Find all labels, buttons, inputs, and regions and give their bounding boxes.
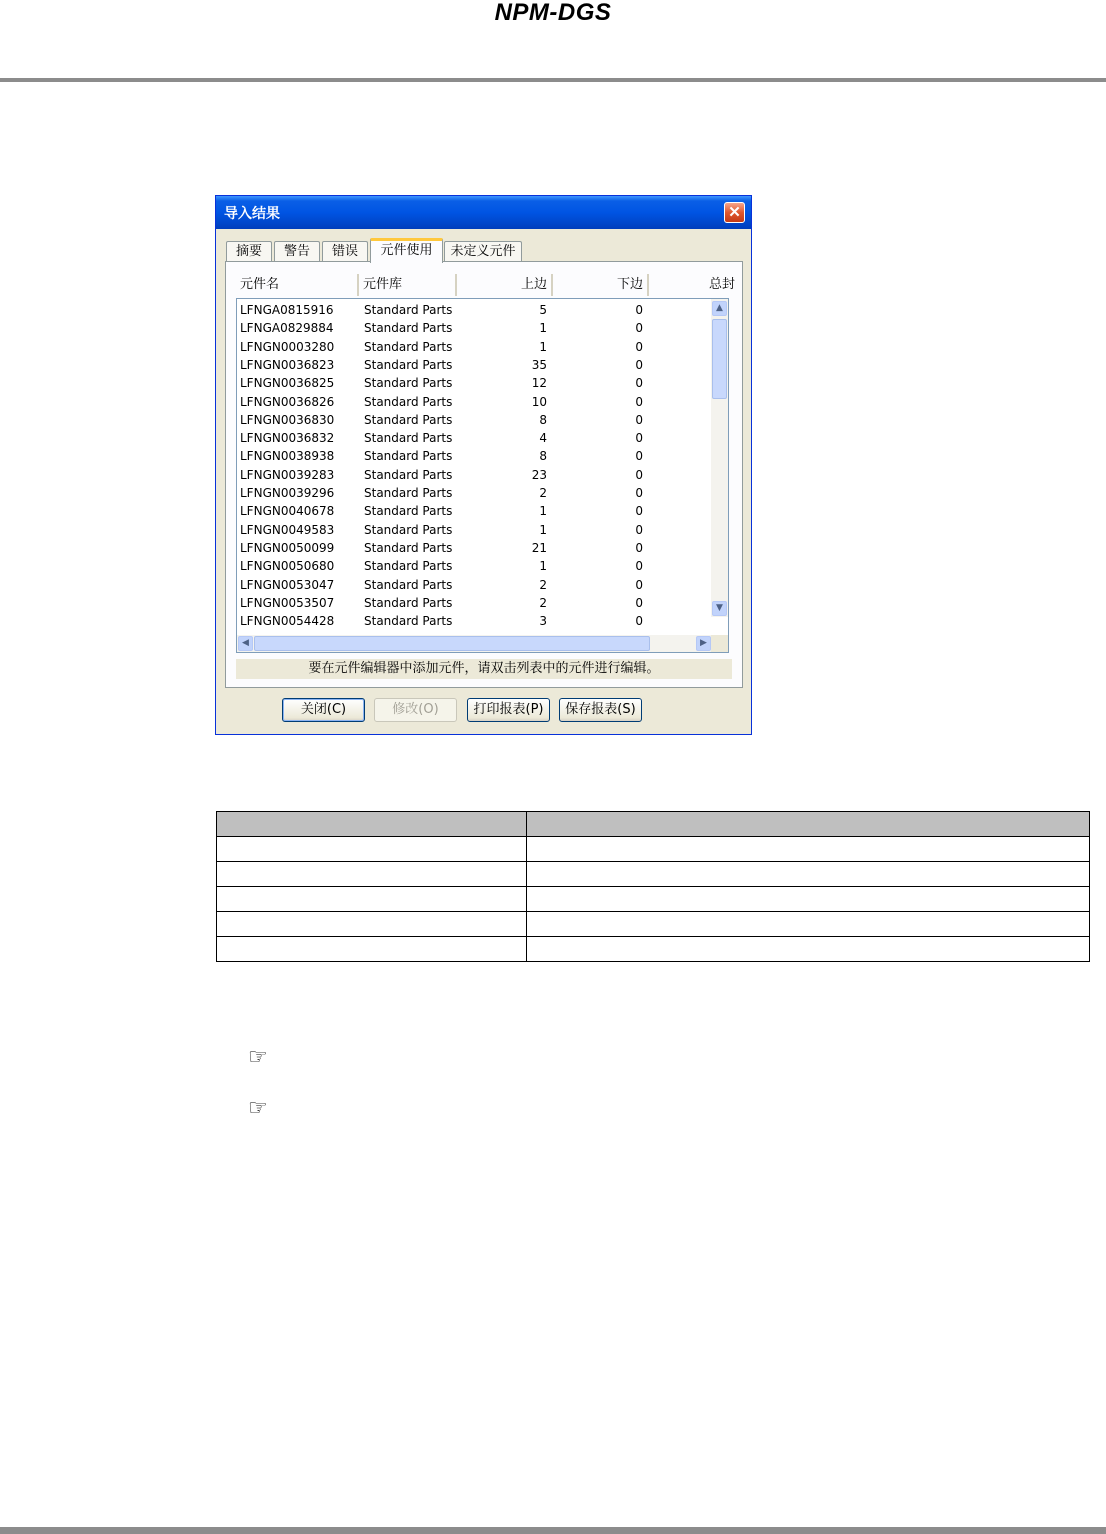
bottom-count-cell: 0: [635, 559, 643, 574]
library-cell: Standard Parts: [364, 467, 453, 482]
top-count-cell: 1: [539, 559, 547, 574]
table-header-row: [217, 812, 1090, 837]
scroll-up-icon[interactable]: ▲: [712, 301, 727, 316]
table-cell: [527, 837, 1090, 862]
bottom-count-cell: 0: [635, 339, 643, 354]
part-name-cell: LFNGN0036826: [240, 394, 335, 409]
part-name-cell: LFNGN0049583: [240, 522, 335, 537]
list-item[interactable]: [237, 557, 707, 575]
list-item[interactable]: [237, 429, 707, 447]
vertical-scroll-thumb[interactable]: [712, 319, 727, 399]
library-cell: Standard Parts: [364, 522, 453, 537]
bottom-count-cell: 0: [635, 504, 643, 519]
table-cell: [217, 912, 527, 937]
table-row: [217, 862, 1090, 887]
bottom-count-cell: 0: [635, 522, 643, 537]
bottom-count-cell: 0: [635, 449, 643, 464]
library-cell: Standard Parts: [364, 394, 453, 409]
part-name-cell: LFNGN0036825: [240, 376, 335, 391]
top-count-cell: 1: [539, 321, 547, 336]
horizontal-scrollbar[interactable]: [237, 635, 713, 652]
library-cell: Standard Parts: [364, 577, 453, 592]
column-header-library[interactable]: 元件库: [359, 274, 457, 296]
part-name-cell: LFNGN0039283: [240, 467, 335, 482]
table-row: [217, 937, 1090, 962]
list-item[interactable]: [237, 393, 707, 411]
list-item[interactable]: [237, 502, 707, 520]
bottom-count-cell: 0: [635, 431, 643, 446]
part-name-cell: LFNGA0829884: [240, 321, 334, 336]
top-count-cell: 35: [531, 357, 547, 372]
list-header: [236, 274, 735, 296]
library-cell: Standard Parts: [364, 540, 453, 555]
scroll-corner: [711, 635, 728, 652]
close-icon[interactable]: ✕: [724, 202, 745, 223]
scroll-left-icon[interactable]: ◀: [238, 636, 253, 651]
part-name-cell: LFNGN0036823: [240, 357, 335, 372]
library-cell: Standard Parts: [364, 614, 453, 629]
top-count-cell: 1: [539, 504, 547, 519]
list-item[interactable]: [237, 594, 707, 612]
top-count-cell: 1: [539, 339, 547, 354]
top-count-cell: 12: [531, 376, 547, 391]
top-count-cell: 8: [539, 412, 547, 427]
library-cell: Standard Parts: [364, 412, 453, 427]
top-count-cell: 21: [531, 540, 547, 555]
list-item[interactable]: [237, 521, 707, 539]
table-header-cell: [217, 812, 527, 837]
footer-divider: [0, 1527, 1106, 1534]
bottom-count-cell: 0: [635, 577, 643, 592]
list-item[interactable]: [237, 356, 707, 374]
table-cell: [527, 912, 1090, 937]
bottom-count-cell: 0: [635, 376, 643, 391]
close-button[interactable]: 关闭(C): [282, 698, 365, 722]
part-name-cell: LFNGN0053507: [240, 595, 335, 610]
dialog-title: 导入结果: [224, 206, 280, 222]
library-cell: Standard Parts: [364, 357, 453, 372]
table-cell: [217, 862, 527, 887]
tab-summary[interactable]: 摘要: [226, 241, 272, 262]
bottom-count-cell: 0: [635, 486, 643, 500]
table-row: [217, 837, 1090, 862]
bottom-count-cell: 0: [635, 394, 643, 409]
vertical-scrollbar[interactable]: [711, 299, 728, 617]
list-item[interactable]: [237, 484, 707, 502]
pointing-hand-icon: ☞: [248, 1096, 268, 1121]
top-count-cell: 2: [539, 595, 547, 610]
library-cell: Standard Parts: [364, 431, 453, 446]
bottom-count-cell: 0: [635, 303, 643, 317]
top-count-cell: 2: [539, 486, 547, 500]
part-name-cell: LFNGA0815916: [240, 303, 334, 317]
library-cell: Standard Parts: [364, 321, 453, 336]
library-cell: Standard Parts: [364, 486, 453, 500]
save-report-button[interactable]: 保存报表(S): [559, 698, 642, 722]
list-item[interactable]: [237, 539, 707, 557]
document-header-title: NPM-DGS: [494, 0, 612, 26]
tab-errors[interactable]: 错误: [322, 241, 368, 262]
table-cell: [527, 862, 1090, 887]
bottom-count-cell: 0: [635, 540, 643, 555]
column-header-part-name[interactable]: 元件名: [236, 274, 359, 296]
dialog-title-bar[interactable]: [216, 196, 751, 229]
component-usage-panel: [225, 261, 743, 688]
library-cell: Standard Parts: [364, 303, 453, 317]
part-name-cell: LFNGN0036830: [240, 412, 335, 427]
part-name-cell: LFNGN0036832: [240, 431, 335, 446]
document-table: [216, 811, 1090, 962]
status-message: 要在元件编辑器中添加元件，请双击列表中的元件进行编辑。: [236, 659, 732, 679]
part-name-cell: LFNGN0040678: [240, 504, 335, 519]
tab-warnings[interactable]: 警告: [274, 241, 320, 262]
pointing-hand-icon: ☞: [248, 1045, 268, 1070]
column-header-total[interactable]: 总封: [649, 274, 739, 296]
list-item[interactable]: [237, 319, 707, 337]
scroll-right-icon[interactable]: ▶: [696, 636, 711, 651]
column-header-top[interactable]: 上边: [457, 274, 553, 296]
column-header-bottom[interactable]: 下边: [553, 274, 649, 296]
part-name-cell: LFNGN0054428: [240, 614, 335, 629]
top-count-cell: 1: [539, 522, 547, 537]
header-divider: [0, 78, 1106, 82]
part-name-cell: LFNGN0053047: [240, 577, 335, 592]
part-name-cell: LFNGN0003280: [240, 339, 335, 354]
tab-component-usage[interactable]: 元件使用: [370, 238, 443, 263]
bottom-count-cell: 0: [635, 321, 643, 336]
print-report-button[interactable]: 打印报表(P): [467, 698, 550, 722]
bottom-count-cell: 0: [635, 614, 643, 629]
list-item[interactable]: [237, 466, 707, 484]
bottom-count-cell: 0: [635, 357, 643, 372]
table-row: [217, 887, 1090, 912]
top-count-cell: 3: [539, 614, 547, 629]
table-cell: [527, 937, 1090, 962]
library-cell: Standard Parts: [364, 504, 453, 519]
top-count-cell: 23: [531, 467, 547, 482]
top-count-cell: 10: [531, 394, 547, 409]
part-name-cell: LFNGN0039296: [240, 486, 335, 500]
list-item[interactable]: [237, 411, 707, 429]
list-item[interactable]: [237, 338, 707, 356]
list-item[interactable]: [237, 576, 707, 594]
top-count-cell: 8: [539, 449, 547, 464]
bottom-count-cell: 0: [635, 412, 643, 427]
bottom-count-cell: 0: [635, 595, 643, 610]
part-name-cell: LFNGN0038938: [240, 449, 335, 464]
import-results-dialog: [215, 195, 752, 735]
table-row: [217, 912, 1090, 937]
bottom-count-cell: 0: [635, 467, 643, 482]
library-cell: Standard Parts: [364, 376, 453, 391]
library-cell: Standard Parts: [364, 449, 453, 464]
scroll-down-icon[interactable]: ▼: [712, 601, 727, 616]
table-header-cell: [527, 812, 1090, 837]
part-name-cell: LFNGN0050680: [240, 559, 335, 574]
list-item[interactable]: [237, 447, 707, 465]
library-cell: Standard Parts: [364, 559, 453, 574]
library-cell: Standard Parts: [364, 339, 453, 354]
list-item[interactable]: [237, 374, 707, 392]
table-cell: [527, 887, 1090, 912]
table-cell: [217, 887, 527, 912]
table-cell: [217, 837, 527, 862]
top-count-cell: 2: [539, 577, 547, 592]
list-item[interactable]: [237, 301, 707, 319]
top-count-cell: 4: [539, 431, 547, 446]
part-name-cell: LFNGN0050099: [240, 540, 335, 555]
table-cell: [217, 937, 527, 962]
modify-button[interactable]: 修改(O): [374, 698, 457, 722]
horizontal-scroll-thumb[interactable]: [254, 636, 650, 651]
list-item[interactable]: [237, 612, 707, 630]
top-count-cell: 5: [539, 303, 547, 317]
library-cell: Standard Parts: [364, 595, 453, 610]
tab-undefined-components[interactable]: 未定义元件: [444, 241, 522, 262]
component-list[interactable]: [236, 298, 729, 653]
